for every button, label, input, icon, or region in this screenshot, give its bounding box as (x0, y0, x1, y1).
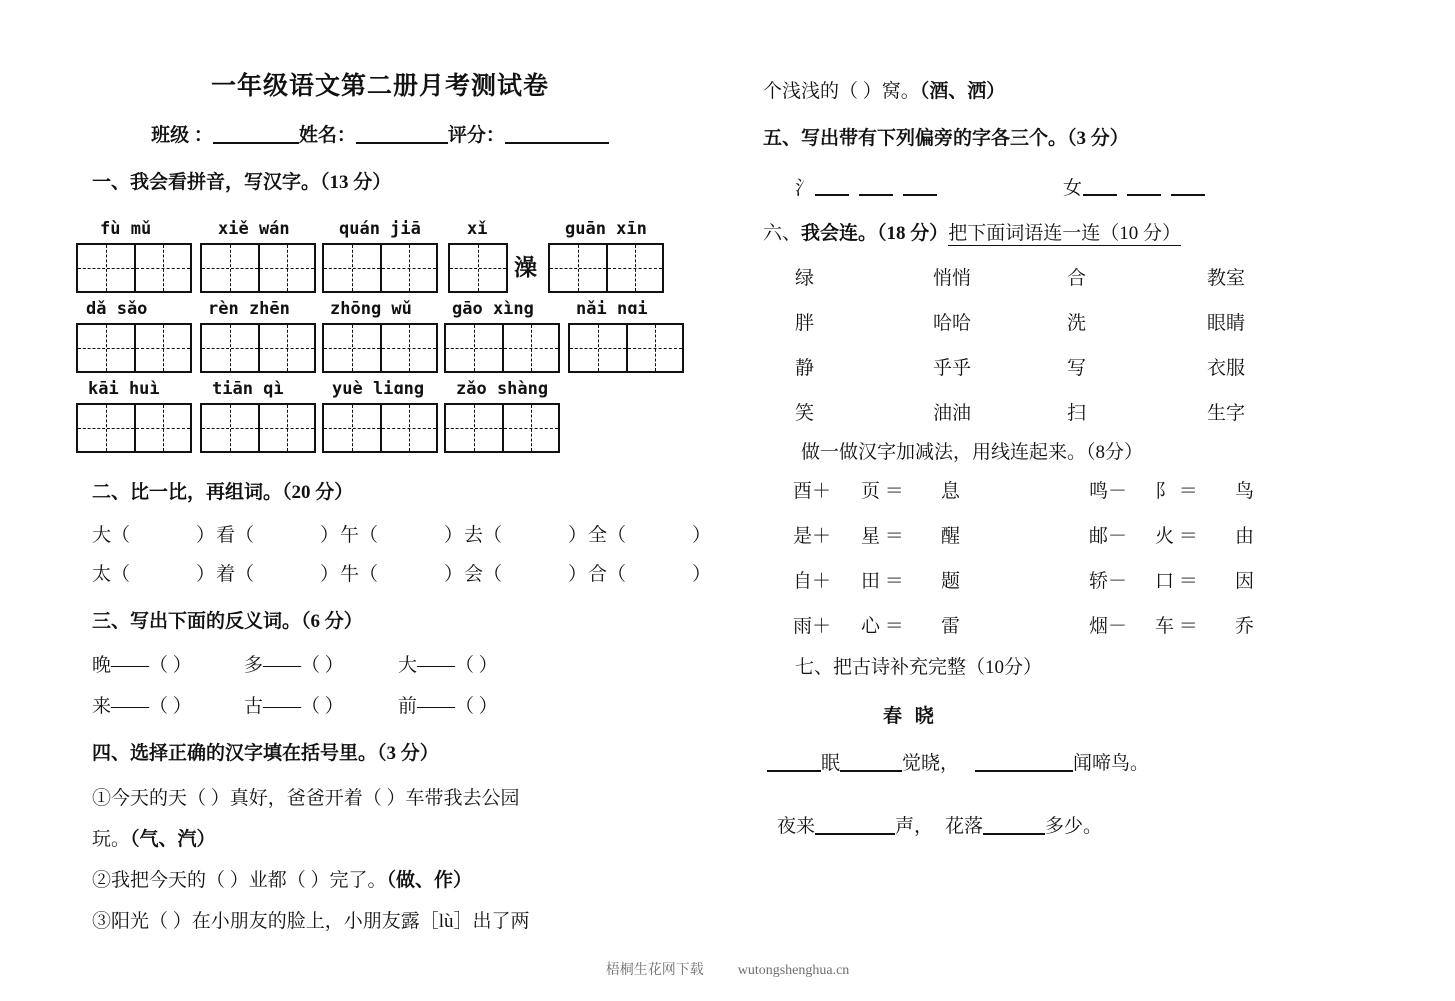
student-info-line (70, 120, 690, 147)
section-6-number: 六、 (763, 222, 802, 244)
calc-operand-a[interactable]: 酉＋ (793, 481, 832, 503)
compare-cell[interactable]: 着（ (216, 564, 255, 586)
tianzige-group[interactable] (322, 323, 444, 373)
char-arithmetic-grid (755, 476, 1385, 638)
match-word[interactable]: 合 (1067, 268, 1087, 290)
match-row (795, 398, 1385, 425)
tianzige-box[interactable] (322, 403, 438, 453)
tianzige-box[interactable] (548, 243, 664, 293)
compare-cell[interactable]: 合（ (588, 564, 627, 586)
section-3-heading: 三、写出下面的反义词。（6 分） (92, 611, 363, 633)
tianzige-cell[interactable] (502, 325, 558, 371)
paren-close: ） (320, 564, 340, 586)
poem-blank[interactable] (975, 770, 1073, 772)
pinyin-label: xǐ (467, 218, 488, 239)
poem-text: 觉晓， (902, 753, 960, 775)
left-column (70, 0, 712, 933)
section-1-heading: 一、我会看拼音，写汉字。（13 分） (92, 172, 392, 193)
calc-operand-b[interactable]: 田 ＝ (861, 571, 904, 593)
calc-operand-a[interactable]: 鸣－ (1089, 481, 1128, 503)
tianzige-cell[interactable] (202, 405, 258, 451)
compare-cell[interactable]: 大（ (92, 525, 131, 547)
pinyin-label: tiān qì (212, 378, 284, 399)
match-word[interactable]: 眼睛 (1207, 313, 1246, 335)
tianzige-box[interactable] (444, 323, 560, 373)
pinyin-label: yuè liɑng (332, 378, 425, 399)
tianzige-box[interactable] (322, 323, 438, 373)
tianzige-group[interactable] (322, 243, 448, 293)
antonym-item[interactable]: 来——（ ） (92, 695, 192, 717)
match-word[interactable]: 写 (1067, 358, 1087, 380)
match-word[interactable]: 油油 (933, 403, 972, 425)
paren-close: ） (196, 525, 216, 547)
poem-text: 夜来 (777, 816, 816, 838)
section-6-subtitle: 把下面词语连一连（10 分） (948, 222, 1182, 244)
match-row (795, 263, 1385, 290)
pinyin-label: zǎo shàng (456, 378, 549, 399)
calc-result[interactable]: 醒 (941, 526, 961, 548)
calc-operand-a[interactable]: 邮－ (1089, 526, 1128, 548)
tianzige-box[interactable] (568, 323, 684, 373)
calc-operand-b[interactable]: 车 ＝ (1155, 616, 1198, 638)
calc-operand-a[interactable]: 烟－ (1089, 616, 1128, 638)
tianzige-box[interactable] (322, 243, 438, 293)
calc-operand-a[interactable]: 自＋ (793, 571, 832, 593)
match-word[interactable]: 教室 (1207, 268, 1246, 290)
antonym-item[interactable]: 古——（ ） (244, 695, 344, 717)
calc-operand-b[interactable]: 口 ＝ (1155, 571, 1198, 593)
paren-close: ） (692, 525, 712, 547)
calc-result[interactable]: 由 (1235, 526, 1255, 548)
antonym-row-2 (70, 697, 690, 716)
choice-options-2: （做、作） (386, 870, 473, 892)
choice-item-tail-text: 玩。 (92, 829, 131, 851)
compare-cell[interactable]: 去（ (464, 525, 503, 547)
pinyin-label: fù mǔ (100, 218, 152, 239)
tianzige-group[interactable] (200, 243, 322, 293)
compare-cell[interactable]: 午（ (340, 525, 379, 547)
match-row (795, 353, 1385, 380)
radical-blank[interactable] (1171, 194, 1205, 196)
calc-row (793, 476, 1385, 503)
calc-operand-a[interactable]: 雨＋ (793, 616, 832, 638)
score-blank[interactable] (505, 142, 609, 144)
tianzige-group[interactable] (76, 243, 200, 293)
match-word[interactable]: 乎乎 (933, 358, 972, 380)
paren-close: ） (320, 525, 340, 547)
tianzige-cell[interactable] (258, 325, 314, 371)
hint-character: 澡 (514, 255, 537, 281)
radical-row (755, 173, 1385, 200)
choice-item-3-cont (755, 82, 1385, 101)
char-arithmetic-heading (755, 443, 1385, 462)
match-row (795, 308, 1385, 335)
radical-blank[interactable] (859, 194, 893, 196)
tianzige-box[interactable] (76, 403, 192, 453)
word-match-grid (755, 263, 1385, 425)
match-word[interactable]: 胖 (795, 313, 815, 335)
match-word[interactable]: 哈哈 (933, 313, 972, 335)
poem-line-1 (755, 748, 1385, 775)
tianzige-cell[interactable] (258, 405, 314, 451)
tianzige-group[interactable] (200, 403, 322, 453)
choice-item-1[interactable]: ①今天的天（ ）真好，爸爸开着（ ）车带我去公园 (92, 788, 520, 810)
pinyin-label: dǎ sǎo (86, 298, 148, 319)
calc-result[interactable]: 题 (941, 571, 961, 593)
tianzige-cell[interactable] (134, 405, 190, 451)
compare-cell[interactable]: 会（ (464, 564, 503, 586)
tianzige-cell[interactable] (570, 325, 626, 371)
tianzige-group[interactable] (548, 243, 664, 293)
tianzige-cell[interactable] (626, 325, 682, 371)
calc-result[interactable]: 息 (941, 481, 961, 503)
tianzige-group-with-hint[interactable] (448, 243, 548, 293)
tianzige-cell[interactable] (78, 325, 134, 371)
poem-text: 眠 (821, 753, 841, 775)
choice-item-1-tail (70, 830, 690, 849)
tianzige-cell[interactable] (446, 325, 502, 371)
calc-result[interactable]: 雷 (941, 616, 961, 638)
poem-text: 闻啼鸟。 (1073, 753, 1150, 775)
radical-blank[interactable] (903, 194, 937, 196)
poem-blank[interactable] (840, 770, 902, 772)
choice-options-3: （酒、洒） (919, 81, 1006, 102)
calc-row (793, 566, 1385, 593)
tianzige-group[interactable] (200, 323, 322, 373)
pinyin-label: guān xīn (565, 218, 647, 239)
poem-text: 花落 (945, 816, 984, 838)
match-word[interactable]: 生字 (1207, 403, 1246, 425)
choice-item-cont-text[interactable]: 个浅浅的（ ）窝。 (763, 81, 920, 102)
tianzige-box[interactable] (200, 323, 316, 373)
tianzige-cell[interactable] (134, 325, 190, 371)
compare-row-2 (70, 564, 712, 586)
tianzige-cell[interactable] (606, 245, 662, 291)
paren-close: ） (568, 525, 588, 547)
paren-close: ） (196, 564, 216, 586)
char-arithmetic-heading-text: 做一做汉字加减法，用线连起来。（8分） (801, 442, 1144, 464)
section-5-heading: 五、写出带有下列偏旁的字各三个。（3 分） (763, 128, 1129, 149)
calc-row (793, 521, 1385, 548)
section-7-heading: 七、把古诗补充完整（10分） (795, 657, 1043, 679)
choice-item-2 (70, 871, 690, 890)
tianzige-group[interactable] (444, 323, 568, 373)
tianzige-cell[interactable] (78, 405, 134, 451)
radical-blank[interactable] (1127, 194, 1161, 196)
pinyin-label: kāi huì (88, 378, 160, 399)
calc-result[interactable]: 因 (1235, 571, 1255, 593)
pinyin-row-2 (70, 299, 690, 319)
poem-title: 春 晓 (883, 706, 938, 728)
choice-options-1: （气、汽） (130, 829, 216, 851)
score-label: 评分： (447, 125, 505, 146)
tianzige-box[interactable] (200, 243, 316, 293)
tianzige-box[interactable] (448, 243, 508, 293)
tianzige-group[interactable] (444, 403, 560, 453)
section-6-heading (755, 220, 1385, 248)
choice-item-3[interactable]: ③阳光（ ）在小朋友的脸上，小朋友露［lù］出了两 (92, 911, 530, 933)
tianzige-group[interactable] (76, 403, 200, 453)
compare-cell[interactable]: 看（ (216, 525, 255, 547)
match-word[interactable]: 悄悄 (933, 268, 972, 290)
grid-row-3 (70, 403, 690, 453)
compare-row-1 (70, 525, 712, 547)
class-label: 班级 ： (151, 125, 213, 146)
calc-operand-a[interactable]: 是＋ (793, 526, 832, 548)
tianzige-box[interactable] (76, 243, 192, 293)
pinyin-label: xiě wán (218, 218, 290, 239)
grid-row-2 (70, 323, 690, 373)
pinyin-label: zhōng wǔ (330, 298, 412, 319)
radical-label-woman: 女 (1063, 177, 1083, 199)
tianzige-cell[interactable] (324, 245, 380, 291)
pinyin-label: rèn zhēn (208, 298, 290, 319)
antonym-item[interactable]: 大——（ ） (398, 654, 498, 676)
compare-cell[interactable]: 全（ (588, 525, 627, 547)
section-2-heading: 二、比一比，再组词。（20 分） (92, 481, 354, 503)
tianzige-cell[interactable] (78, 245, 134, 291)
tianzige-cell[interactable] (324, 325, 380, 371)
tianzige-cell[interactable] (202, 245, 258, 291)
match-word[interactable]: 衣服 (1207, 358, 1246, 380)
pinyin-row-3 (70, 379, 690, 399)
pinyin-row-1 (70, 219, 690, 239)
compare-cell[interactable]: 牛（ (340, 564, 379, 586)
match-word[interactable]: 绿 (795, 268, 815, 290)
name-label: 姓名： (298, 125, 356, 146)
poem-line-2 (755, 811, 1385, 838)
paren-close: ） (444, 525, 464, 547)
tianzige-group[interactable] (568, 323, 684, 373)
tianzige-box[interactable] (444, 403, 560, 453)
calc-row (793, 611, 1385, 638)
antonym-item[interactable]: 前——（ ） (398, 695, 498, 717)
paren-close: ） (692, 564, 712, 586)
match-word[interactable]: 洗 (1067, 313, 1087, 335)
tianzige-box[interactable] (76, 323, 192, 373)
calc-result[interactable]: 鸟 (1235, 481, 1255, 503)
poem-text: 多少。 (1045, 816, 1103, 838)
tianzige-cell[interactable] (502, 405, 558, 451)
calc-operand-a[interactable]: 轿－ (1089, 571, 1128, 593)
antonym-item[interactable]: 晚——（ ） (92, 654, 192, 676)
tianzige-cell[interactable] (380, 245, 436, 291)
tianzige-box[interactable] (200, 403, 316, 453)
poem-text: 声， (895, 816, 934, 838)
antonym-item[interactable]: 多——（ ） (244, 654, 344, 676)
paren-close: ） (568, 564, 588, 586)
choice-item-text[interactable]: ②我把今天的（ ）业都（ ）完了。 (92, 870, 387, 892)
page-title: 一年级语文第二册月考测试卷 (210, 73, 549, 100)
tianzige-group[interactable] (322, 403, 444, 453)
calc-result[interactable]: 乔 (1235, 616, 1255, 638)
tianzige-cell[interactable] (450, 245, 506, 291)
grid-row-1 (70, 243, 690, 293)
pinyin-label: gāo xìng (452, 298, 534, 319)
tianzige-cell[interactable] (550, 245, 606, 291)
class-blank[interactable] (213, 142, 299, 144)
tianzige-group[interactable] (76, 323, 200, 373)
calc-operand-b[interactable]: 火 ＝ (1155, 526, 1198, 548)
calc-operand-b[interactable]: 星 ＝ (861, 526, 904, 548)
match-word[interactable]: 静 (795, 358, 815, 380)
footer-watermark (0, 959, 1455, 979)
tianzige-cell[interactable] (134, 245, 190, 291)
tianzige-cell[interactable] (380, 325, 436, 371)
radical-blank[interactable] (1083, 194, 1117, 196)
section-6-title: 我会连。（18 分） (801, 222, 949, 244)
antonym-row-1 (70, 656, 690, 675)
tianzige-cell[interactable] (202, 325, 258, 371)
watermark-url: wutongshenghua.cn (737, 963, 850, 978)
radical-label-water: 氵 (795, 177, 815, 199)
section-4-heading: 四、选择正确的汉字填在括号里。（3 分） (92, 742, 439, 764)
match-word[interactable]: 笑 (795, 403, 815, 425)
match-word[interactable]: 扫 (1067, 403, 1087, 425)
compare-cell[interactable]: 太（ (92, 564, 131, 586)
poem-blank[interactable] (983, 833, 1045, 835)
tianzige-cell[interactable] (446, 405, 502, 451)
watermark-site-name: 梧桐生花网下载 (605, 963, 704, 978)
calc-operand-b[interactable]: 页 ＝ (861, 481, 904, 503)
poem-blank[interactable] (815, 833, 895, 835)
calc-operand-b[interactable]: 心 ＝ (861, 616, 904, 638)
tianzige-cell[interactable] (258, 245, 314, 291)
pinyin-label: nǎi nɑi (576, 298, 648, 319)
paren-close: ） (444, 564, 464, 586)
right-column (755, 0, 1385, 838)
tianzige-cell[interactable] (380, 405, 436, 451)
pinyin-label: quán jiā (339, 218, 421, 239)
name-blank[interactable] (356, 142, 448, 144)
tianzige-cell[interactable] (324, 405, 380, 451)
calc-operand-b[interactable]: 阝 ＝ (1155, 481, 1198, 503)
poem-blank[interactable] (767, 770, 821, 772)
radical-blank[interactable] (815, 194, 849, 196)
